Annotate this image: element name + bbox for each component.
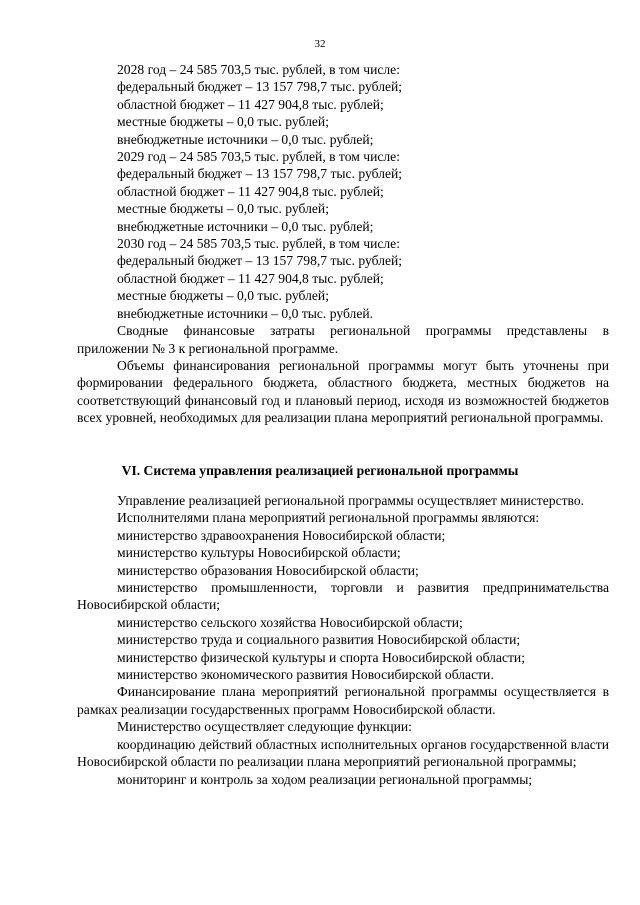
- funding-line: 2030 год – 24 585 703,5 тыс. рублей, в том числе:: [117, 236, 400, 252]
- funding-line: 2028 год – 24 585 703,5 тыс. рублей, в том числе:: [117, 62, 400, 77]
- executor-item: министерство труда и социального развития Новосибирской области;: [117, 632, 521, 648]
- section-heading: VI. Система управления реализацией региональной программы: [121, 463, 519, 478]
- funding-line: внебюджетные источники – 0,0 тыс. рублей.: [117, 305, 374, 321]
- executor-item: министерство культуры Новосибирской области;: [117, 545, 401, 561]
- page-number: 32: [314, 38, 326, 50]
- section-body: [77, 492, 609, 788]
- executor-item: министерство экономического развития Новосибирской области.: [117, 667, 494, 683]
- function-item: мониторинг и контроль за ходом реализации региональной программы;: [117, 771, 533, 787]
- funding-line: федеральный бюджет – 13 157 798,7 тыс. рублей;: [117, 79, 403, 95]
- executor-item: министерство промышленности, торговли и развития предпринимательства Новосибирской области;: [77, 580, 609, 613]
- funding-line: местные бюджеты – 0,0 тыс. рублей;: [117, 288, 329, 304]
- funding-line: внебюджетные источники – 0,0 тыс. рублей;: [117, 131, 374, 147]
- paragraph-management: Управление реализацией региональной программы осуществляет министерство.: [117, 493, 585, 508]
- funding-line: федеральный бюджет – 13 157 798,7 тыс. рублей;: [117, 253, 403, 269]
- paragraph-summary: Сводные финансовые затраты региональной программы представлены в приложении № 3 к региональной программе.: [77, 323, 609, 356]
- funding-line: областной бюджет – 11 427 904,8 тыс. рублей;: [117, 183, 384, 199]
- funding-line: областной бюджет – 11 427 904,8 тыс. рублей;: [117, 96, 384, 112]
- funding-line: федеральный бюджет – 13 157 798,7 тыс. рублей;: [117, 166, 403, 182]
- executor-item: министерство сельского хозяйства Новосибирской области;: [117, 614, 463, 630]
- funding-line: местные бюджеты – 0,0 тыс. рублей;: [117, 201, 329, 217]
- funding-line: областной бюджет – 11 427 904,8 тыс. рублей;: [117, 270, 384, 286]
- paragraph-volumes: Объемы финансирования региональной программы могут быть уточнены при формировании федерального бюджета, областного бюджета, местных бюджетов на соответствующий финансовый год и плановый период, исходя из возможностей бюджетов всех уровней, необходимых для реализации плана мероприятий региональной программы.: [77, 357, 609, 426]
- executor-item: министерство образования Новосибирской области;: [117, 562, 419, 578]
- funding-line: местные бюджеты – 0,0 тыс. рублей;: [117, 114, 329, 130]
- paragraph-financing: Финансирование плана мероприятий региональной программы осуществляется в рамках реализации государственных программ Новосибирской области.: [77, 684, 609, 717]
- funding-line: 2029 год – 24 585 703,5 тыс. рублей, в том числе:: [117, 149, 400, 165]
- executor-item: министерство физической культуры и спорта Новосибирской области;: [117, 649, 525, 665]
- funding-line: внебюджетные источники – 0,0 тыс. рублей;: [117, 218, 374, 234]
- paragraph-functions-intro: Министерство осуществляет следующие функции:: [117, 719, 412, 735]
- paragraph-executors-intro: Исполнителями плана мероприятий региональной программы являются:: [117, 510, 540, 526]
- function-item: координацию действий областных исполнительных органов государственной власти Новосибирской области по реализации плана мероприятий региональной программы;: [77, 736, 609, 770]
- executor-item: министерство здравоохранения Новосибирской области;: [117, 527, 446, 543]
- funding-list: [77, 61, 609, 427]
